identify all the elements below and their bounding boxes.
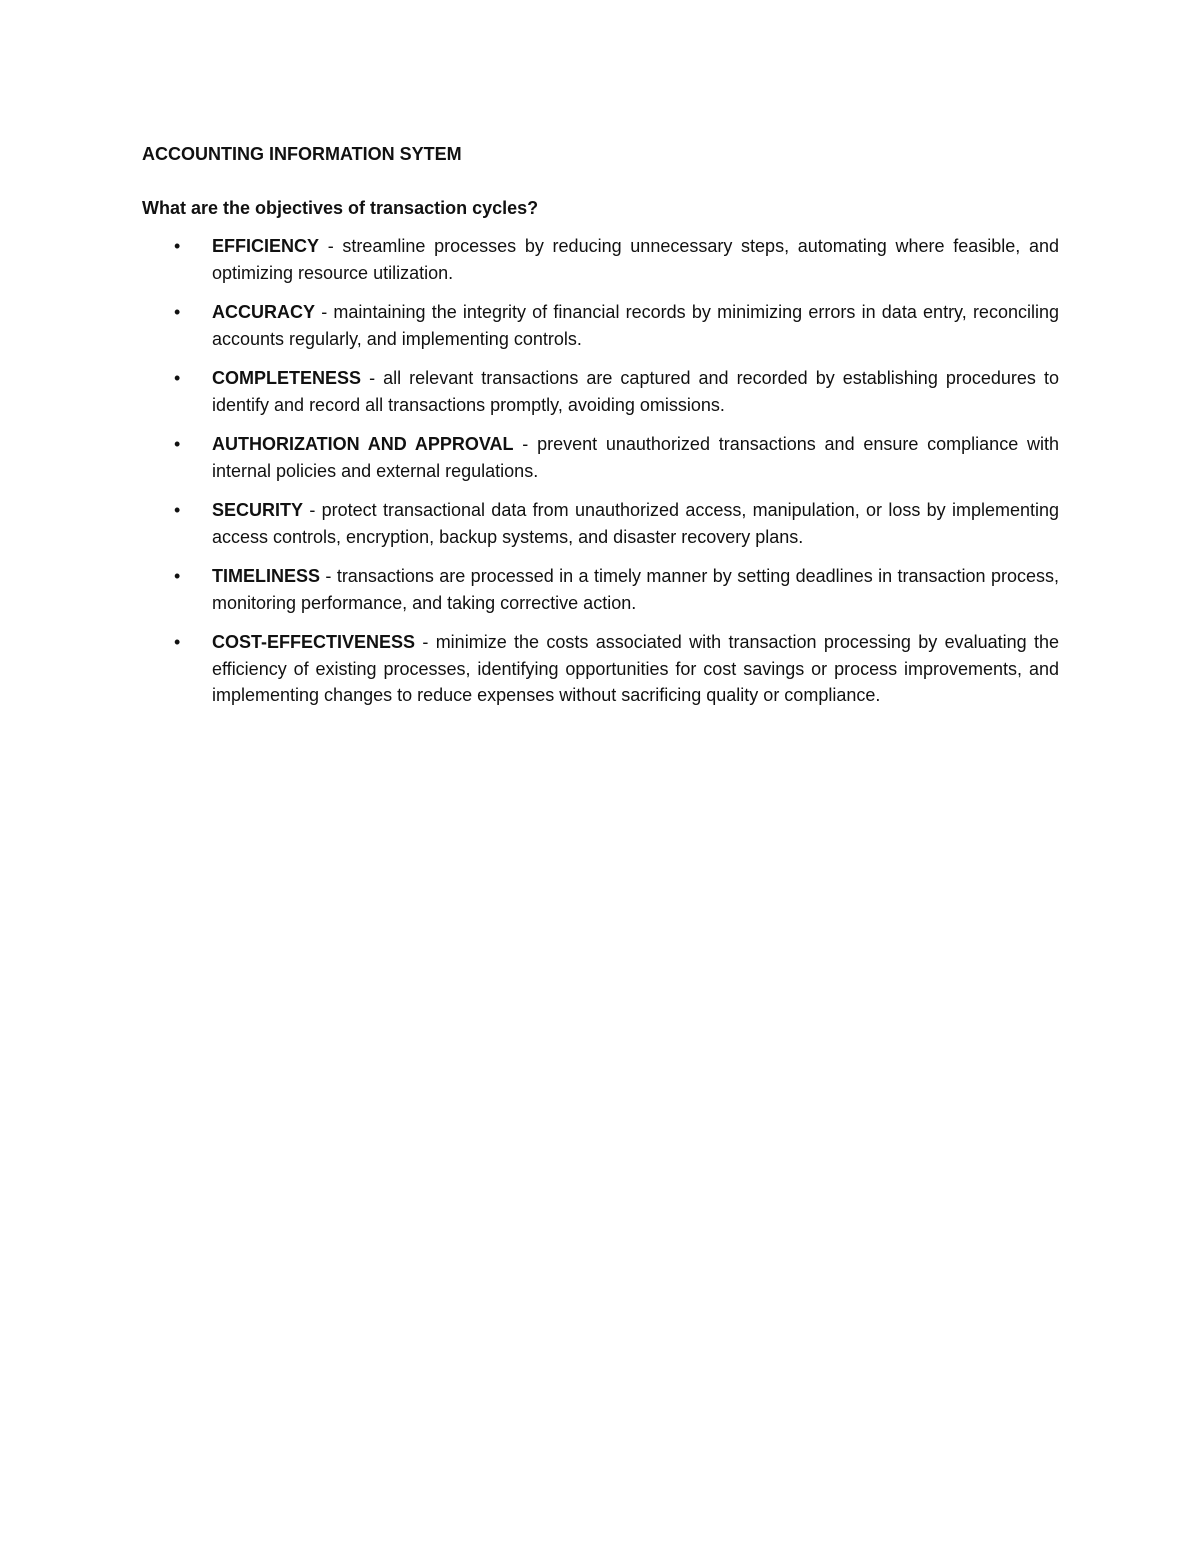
- list-item-authorization: [142, 431, 1059, 484]
- list-item-efficiency: [142, 233, 1059, 286]
- objective-term: TIMELINESS: [212, 566, 321, 586]
- bullet-icon: •: [174, 236, 181, 256]
- objective-term: COMPLETENESS: [212, 368, 362, 388]
- objectives-list: [142, 233, 1059, 709]
- objective-description: - streamline processes by reducing unnecessary steps, automating where feasible, and optimizing resource utilization.: [212, 236, 1059, 283]
- objective-term: EFFICIENCY: [212, 236, 320, 256]
- objective-term: ACCURACY: [212, 302, 315, 322]
- objective-description: - maintaining the integrity of financial records by minimizing errors in data entry, reconciling accounts regularly, and implementing controls.: [212, 302, 1059, 349]
- objective-term: COST-EFFECTIVENESS: [212, 632, 416, 652]
- bullet-icon: •: [174, 302, 181, 322]
- objective-description: - prevent unauthorized transactions and ensure compliance with internal policies and external regulations.: [212, 434, 1059, 481]
- list-item-cost-effectiveness: [142, 629, 1059, 709]
- objective-term: AUTHORIZATION AND APPROVAL: [212, 434, 514, 454]
- bullet-icon: •: [174, 500, 181, 520]
- bullet-icon: •: [174, 566, 181, 586]
- document-body: [142, 141, 1059, 722]
- bullet-icon: •: [174, 632, 181, 652]
- list-item-timeliness: [142, 563, 1059, 616]
- objective-description: - minimize the costs associated with transaction processing by evaluating the efficiency of existing processes, identifying opportunities for cost savings or process improvements, and implementing changes to reduce expenses without sacrificing quality or compliance.: [212, 632, 1059, 705]
- bullet-icon: •: [174, 434, 181, 454]
- list-item-security: [142, 497, 1059, 550]
- objective-description: - all relevant transactions are captured and recorded by establishing procedures to identify and record all transactions promptly, avoiding omissions.: [212, 368, 1059, 415]
- bullet-icon: •: [174, 368, 181, 388]
- objective-description: - transactions are processed in a timely manner by setting deadlines in transaction process, monitoring performance, and taking corrective action.: [212, 566, 1059, 613]
- document-title: ACCOUNTING INFORMATION SYTEM: [142, 144, 462, 164]
- question-heading: What are the objectives of transaction cycles?: [142, 198, 539, 218]
- list-item-accuracy: [142, 299, 1059, 352]
- objective-term: SECURITY: [212, 500, 304, 520]
- list-item-completeness: [142, 365, 1059, 418]
- objective-description: - protect transactional data from unauthorized access, manipulation, or loss by implementing access controls, encryption, backup systems, and disaster recovery plans.: [212, 500, 1059, 547]
